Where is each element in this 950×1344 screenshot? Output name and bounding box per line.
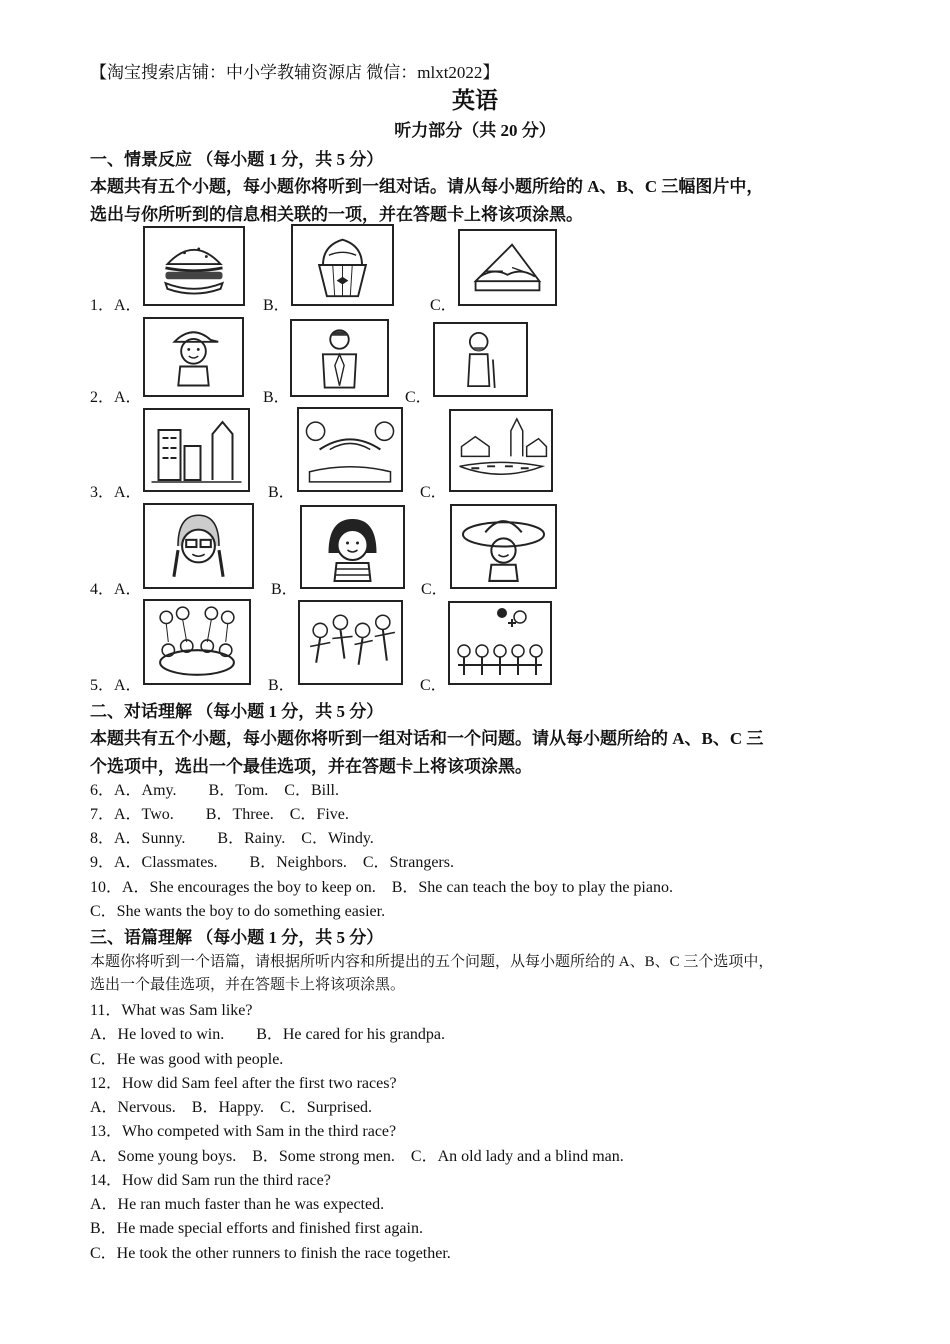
question-14: 14．How did Sam run the third race? xyxy=(90,1172,331,1189)
question-13: 13．Who competed with Sam in the third race? xyxy=(90,1123,397,1140)
q3-a-label: 3．A． xyxy=(90,484,142,501)
section2-instruction-2: 个选项中，选出一个最佳选项，并在答题卡上将该项涂黑。 xyxy=(90,757,532,776)
question-8: 8．A．Sunny. B．Rainy. C．Windy. xyxy=(90,830,374,847)
hamburger-icon[interactable] xyxy=(143,226,245,306)
q4-c-label: C． xyxy=(421,581,448,598)
section1-instruction-2: 选出与你所听到的信息相关联的一项，并在答题卡上将该项涂黑。 xyxy=(90,205,583,224)
page-title: 英语 xyxy=(452,88,498,113)
dancing-kids-icon[interactable] xyxy=(298,600,403,685)
question-11: 11．What was Sam like? xyxy=(90,1002,253,1019)
question-6: 6．A．Amy. B．Tom. C．Bill. xyxy=(90,782,339,799)
question-7: 7．A．Two. B．Three. C．Five. xyxy=(90,806,349,823)
q2-a-label: 2．A． xyxy=(90,389,142,406)
q4-b-label: B． xyxy=(271,581,298,598)
park-bridge-icon[interactable] xyxy=(297,407,403,492)
city-buildings-icon[interactable] xyxy=(143,408,250,492)
question-14-option-c: C．He took the other runners to finish the race together. xyxy=(90,1245,451,1262)
village-icon[interactable] xyxy=(449,409,553,492)
question-10-option-c: C．She wants the boy to do something easier. xyxy=(90,903,386,920)
question-11-option-c: C．He was good with people. xyxy=(90,1051,284,1068)
section3-heading: 三、语篇理解 （每小题 1 分，共 5 分） xyxy=(90,928,384,947)
old-man-icon[interactable] xyxy=(433,322,528,397)
party-balloons-icon[interactable] xyxy=(143,599,251,685)
q1-a-label: 1．A． xyxy=(90,297,142,314)
question-14-option-b: B．He made special efforts and finished first again. xyxy=(90,1220,423,1237)
question-13-options: A．Some young boys. B．Some strong men. C．An old lady and a blind man. xyxy=(90,1148,624,1165)
question-9: 9．A．Classmates. B．Neighbors. C．Strangers. xyxy=(90,854,454,871)
q5-c-label: C． xyxy=(420,677,447,694)
page-subtitle: 听力部分（共 20 分） xyxy=(394,121,556,140)
girl-hat-icon[interactable] xyxy=(450,504,557,589)
section3-instruction-1: 本题你将听到一个语篇，请根据所听内容和所提出的五个问题，从每小题所给的 A、B、C 三个选项中， xyxy=(90,954,774,970)
sandwich-icon[interactable] xyxy=(458,229,557,306)
kids-balloons-icon[interactable] xyxy=(448,601,552,685)
cupcake-icon[interactable] xyxy=(291,224,394,306)
q5-b-label: B． xyxy=(268,677,295,694)
section2-instruction-1: 本题共有五个小题，每小题你将听到一组对话和一个问题。请从每小题所给的 A、B、C 三 xyxy=(90,729,764,748)
q2-c-label: C． xyxy=(405,389,432,406)
girl-bob-icon[interactable] xyxy=(300,505,405,589)
man-suit-icon[interactable] xyxy=(290,319,389,397)
q3-b-label: B． xyxy=(268,484,295,501)
boy-cap-icon[interactable] xyxy=(143,317,244,397)
question-12-options: A．Nervous. B．Happy. C．Surprised. xyxy=(90,1099,373,1116)
section1-instruction-1: 本题共有五个小题，每小题你将听到一组对话。请从每小题所给的 A、B、C 三幅图片中， xyxy=(90,177,764,196)
section1-heading: 一、情景反应 （每小题 1 分，共 5 分） xyxy=(90,150,384,169)
q4-a-label: 4．A． xyxy=(90,581,142,598)
section3-instruction-2: 选出一个最佳选项，并在答题卡上将该项涂黑。 xyxy=(90,977,406,993)
q3-c-label: C． xyxy=(420,484,447,501)
section2-heading: 二、对话理解 （每小题 1 分，共 5 分） xyxy=(90,702,384,721)
q1-c-label: C． xyxy=(430,297,457,314)
question-14-option-a: A．He ran much faster than he was expected. xyxy=(90,1196,385,1213)
q5-a-label: 5．A． xyxy=(90,677,142,694)
q2-b-label: B． xyxy=(263,389,290,406)
question-11-options-ab: A．He loved to win. B．He cared for his grandpa. xyxy=(90,1026,446,1043)
watermark-text: 【淘宝搜索店铺：中小学教辅资源店 微信：mlxt2022】 xyxy=(90,63,500,82)
q1-b-label: B． xyxy=(263,297,290,314)
question-10: 10．A．She encourages the boy to keep on. B．She can teach the boy to play the piano. xyxy=(90,879,673,896)
girl-glasses-icon[interactable] xyxy=(143,503,254,589)
question-12: 12．How did Sam feel after the first two races? xyxy=(90,1075,397,1092)
